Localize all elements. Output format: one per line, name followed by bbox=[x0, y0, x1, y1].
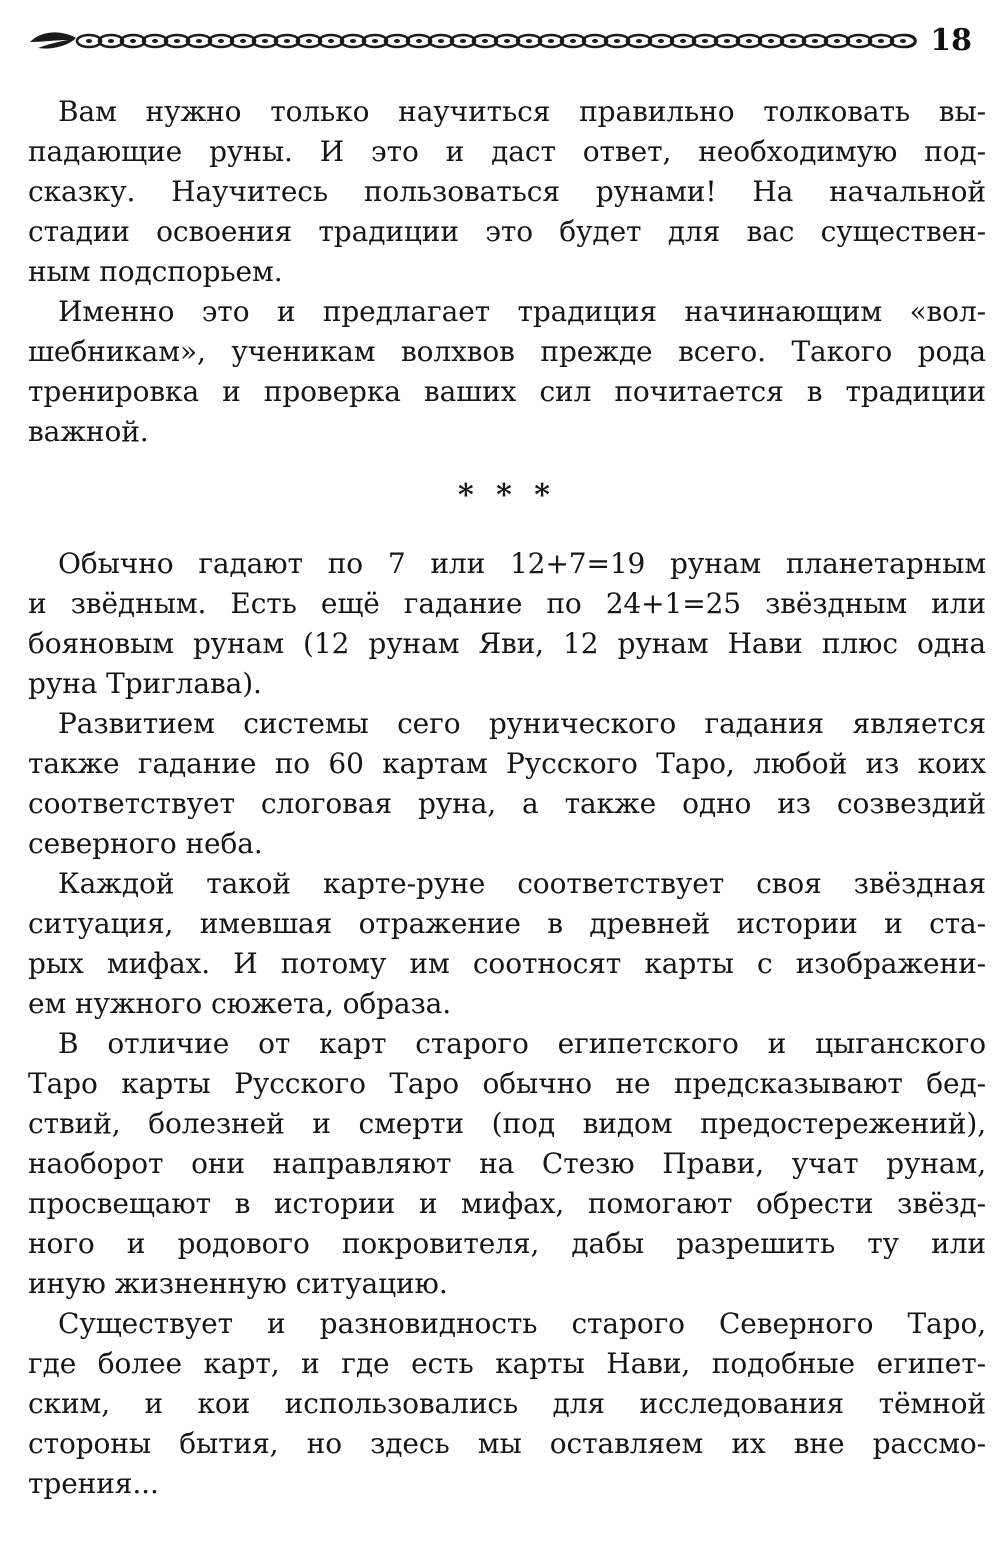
text-line: руна Триглава). bbox=[28, 667, 262, 700]
text-line: важной. bbox=[28, 415, 149, 448]
text-line: ским, и кои использовались для исследования тёмной bbox=[28, 1387, 986, 1420]
text-line: сказку. Научитесь пользоваться рунами! На начальной bbox=[28, 175, 986, 208]
text-line: просвещают в истории и мифах, помогают обрести звёзд- bbox=[28, 1187, 986, 1220]
text-line: бояновым рунам (12 рунам Яви, 12 рунам Нави плюс одна bbox=[28, 627, 986, 660]
text-line: Существует и разновидность старого Северного Таро, bbox=[58, 1307, 986, 1340]
text-line: и звёдным. Есть ещё гадание по 24+1=25 звёздным или bbox=[28, 587, 986, 620]
text-line: В отличие от карт старого египетского и цыганского bbox=[58, 1027, 986, 1060]
text-line: ствий, болезней и смерти (под видом предостережений), bbox=[28, 1107, 986, 1140]
page-number: 18 bbox=[930, 23, 972, 58]
text-line: ем нужного сюжета, образа. bbox=[28, 987, 452, 1020]
text-line: Развитием системы сего рунического гадания является bbox=[58, 707, 986, 740]
text-line: стадии освоения традиции это будет для вас существен- bbox=[28, 215, 986, 248]
paragraph bbox=[28, 1024, 986, 1304]
decorative-ornament-border bbox=[28, 26, 923, 56]
text-line: Каждой такой карте-руне соответствует своя звёздная bbox=[58, 867, 986, 900]
text-section-2 bbox=[28, 544, 986, 1504]
text-line: трения... bbox=[28, 1467, 159, 1500]
text-line: наоборот они направляют на Стезю Прави, учат рунам, bbox=[28, 1147, 986, 1180]
paragraph bbox=[28, 704, 986, 864]
text-section-1 bbox=[28, 92, 986, 452]
text-line: Именно это и предлагает традиция начинающим «вол- bbox=[58, 295, 986, 328]
section-separator: * * * bbox=[458, 478, 556, 513]
text-line: стороны бытия, но здесь мы оставляем их вне рассмо- bbox=[28, 1427, 986, 1460]
text-line: также гадание по 60 картам Русского Таро, любой из коих bbox=[28, 747, 986, 780]
paragraph bbox=[28, 92, 986, 292]
paragraph bbox=[28, 292, 986, 452]
text-line: Таро карты Русского Таро обычно не предсказывают бед- bbox=[28, 1067, 986, 1100]
page-body bbox=[28, 92, 986, 1504]
text-line: иную жизненную ситуацию. bbox=[28, 1267, 448, 1300]
page-header bbox=[28, 22, 972, 62]
paragraph bbox=[28, 1304, 986, 1504]
text-line: падающие руны. И это и даст ответ, необходимую под- bbox=[28, 135, 986, 168]
text-line: ным подспорьем. bbox=[28, 255, 283, 288]
text-line: шебникам», ученикам волхвов прежде всего. Такого рода bbox=[28, 335, 986, 368]
text-line: ного и родового покровителя, дабы разрешить ту или bbox=[28, 1227, 986, 1260]
text-line: соответствует слоговая руна, а также одно из созвездий bbox=[28, 787, 986, 820]
paragraph bbox=[28, 864, 986, 1024]
text-line: рых мифах. И потому им соотносят карты с изображени- bbox=[28, 947, 986, 980]
paragraph bbox=[28, 544, 986, 704]
text-line: ситуация, имевшая отражение в древней истории и ста- bbox=[28, 907, 986, 940]
text-line: где более карт, и где есть карты Нави, подобные египет- bbox=[28, 1347, 986, 1380]
text-line: северного неба. bbox=[28, 827, 263, 860]
text-line: Вам нужно только научиться правильно толковать вы- bbox=[58, 95, 986, 128]
text-line: тренировка и проверка ваших сил почитается в традиции bbox=[28, 375, 986, 408]
text-line: Обычно гадают по 7 или 12+7=19 рунам планетарным bbox=[58, 547, 986, 580]
leaf-flourish bbox=[30, 32, 76, 48]
